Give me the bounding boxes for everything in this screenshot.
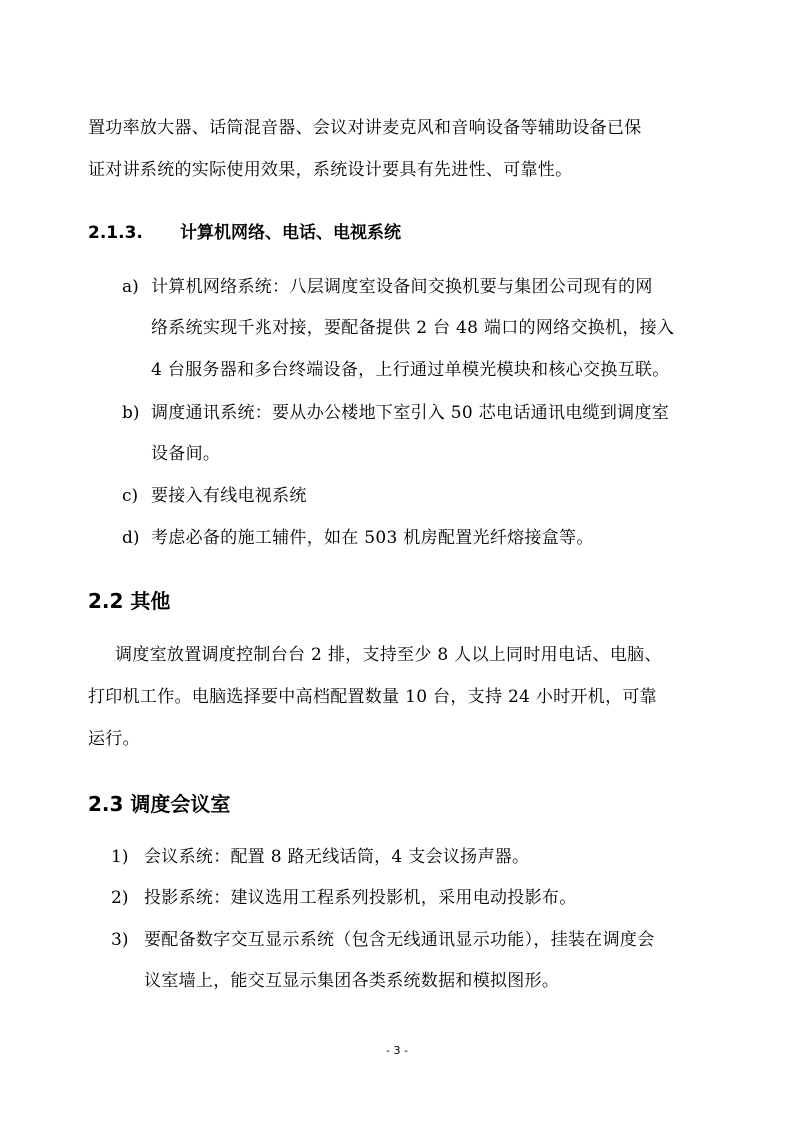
list-marker-2: 2) [111,888,129,908]
list-item-2-line-1: 投影系统：建议选用工程系列投影机，采用电动投影布。 [144,888,577,908]
section-heading-2-3: 2.3 调度会议室 [88,792,231,816]
section-title: 计算机网络、电话、电视系统 [180,223,401,243]
list-item-3-line-2: 议室墙上，能交互显示集团各类系统数据和模拟图形。 [144,971,560,991]
intro-line-2: 证对讲系统的实际使用效果，系统设计要具有先进性、可靠性。 [88,160,573,180]
list-item-a-line-3: 4 台服务器和多台终端设备，上行通过单模光模块和核心交换互联。 [151,360,670,380]
list-marker-b: b) [122,403,140,423]
list-item-1-line-1: 会议系统：配置 8 路无线话筒，4 支会议扬声器。 [144,847,530,867]
list-item-a-line-1: 计算机网络系统：八层调度室设备间交换机要与集团公司现有的网 [151,277,653,297]
list-marker-1: 1) [111,847,129,867]
section-2-2-line-1: 调度室放置调度控制台台 2 排，支持至少 8 人以上同时用电话、电脑、 [115,645,662,665]
list-item-d-line-1: 考虑必备的施工辅件，如在 503 机房配置光纤熔接盒等。 [151,528,594,548]
list-item-c-line-1: 要接入有线电视系统 [151,486,307,506]
list-marker-c: c) [122,486,139,506]
list-item-b-line-2: 设备间。 [151,444,221,464]
section-2-2-line-2: 打印机工作。电脑选择要中高档配置数量 10 台，支持 24 小时开机，可靠 [88,687,657,707]
list-marker-3: 3) [111,930,129,950]
page-number: - 3 - [386,1044,408,1057]
section-heading-2-2: 2.2 其他 [88,589,171,613]
section-heading-2-1-3 [88,218,401,243]
list-item-3-line-1: 要配备数字交互显示系统（包含无线通讯显示功能），挂装在调度会 [144,930,655,950]
list-marker-d: d) [122,528,140,548]
section-number: 2.1.3. [88,223,143,243]
list-marker-a: a) [122,277,139,297]
list-item-a-line-2: 络系统实现千兆对接，要配备提供 2 台 48 端口的网络交换机，接入 [151,318,675,338]
intro-line-1: 置功率放大器、话筒混音器、会议对讲麦克风和音响设备等辅助设备已保 [88,118,642,138]
section-2-2-line-3: 运行。 [88,729,140,749]
list-item-b-line-1: 调度通讯系统：要从办公楼地下室引入 50 芯电话通讯电缆到调度室 [151,403,670,423]
